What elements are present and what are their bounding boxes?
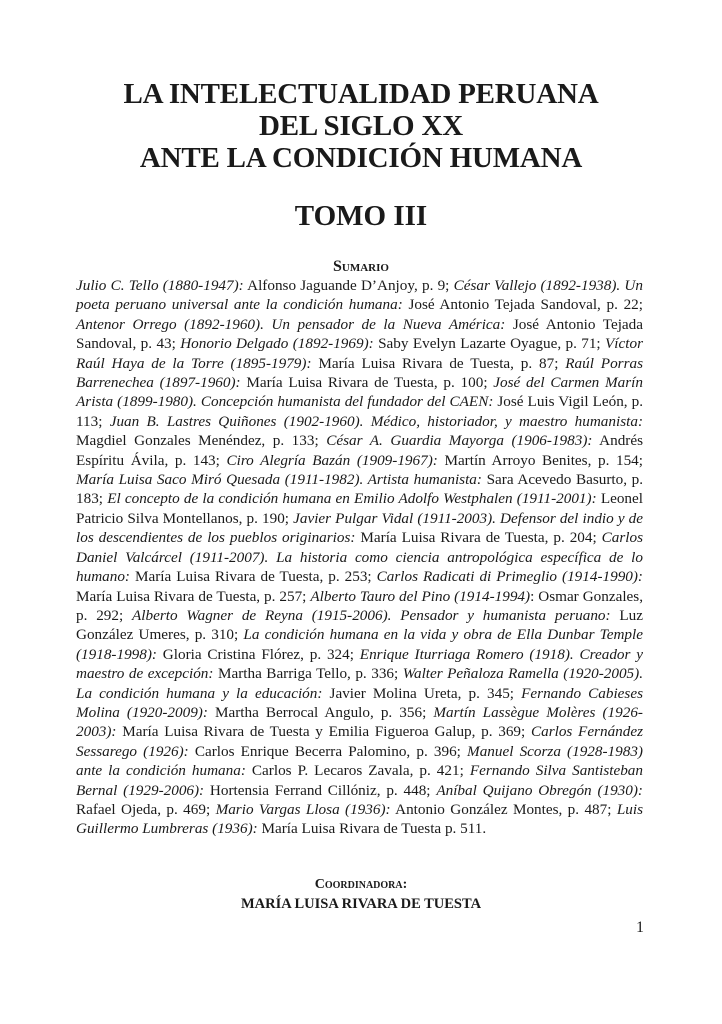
summary-entry-author: Martha Berrocal Angulo, p. 356;: [207, 703, 434, 721]
summary-entry-subject: Antenor Orrego (1892-1960). Un pensador de la Nueva América:: [76, 315, 506, 333]
summary-entry-author: Gloria Cristina Flórez, p. 324;: [156, 645, 360, 663]
summary-entry-subject: Aníbal Quijano Obregón (1930):: [436, 781, 643, 799]
summary-entry-subject: Martín Lassègue Molères (1926-2003):: [76, 703, 643, 741]
book-title: [60, 78, 662, 174]
summary-entry-author: María Luisa Rivara de Tuesta p. 511.: [257, 820, 487, 838]
book-title-line: ANTE LA CONDICIÓN HUMANA: [139, 142, 583, 174]
summary-entry-subject: César Vallejo (1892-1938). Un poeta peruano universal ante la condición humana:: [76, 277, 643, 314]
summary-entry-author: María Luisa Rivara de Tuesta, p. 100;: [240, 374, 494, 392]
summary-entry-author: Hortensia Ferrand Cillóniz, p. 448;: [204, 781, 437, 799]
summary-entry-author: María Luisa Rivara de Tuesta, p. 253;: [130, 568, 377, 586]
summary-entry-subject: El concepto de la condición humana en Emilio Adolfo Westphalen (1911-2001):: [107, 490, 597, 508]
summary-entry-author: María Luisa Rivara de Tuesta y Emilia Figueroa Galup, p. 369;: [116, 723, 531, 741]
summary-entry-subject: Carlos Daniel Valcárcel (1911-2007). La historia como ciencia antropológica específica de lo humano:: [76, 529, 643, 586]
summary-entry-author: María Luisa Rivara de Tuesta, p. 204;: [355, 529, 602, 547]
summary-entry-subject: Javier Pulgar Vidal (1911-2003). Defensor del indio y de los descendientes de los pueblos originarios:: [76, 509, 644, 547]
summary-entry-author: Carlos Enrique Becerra Palomino, p. 396;: [188, 742, 468, 760]
summary-entry-subject: Ciro Alegría Bazán (1909-1967):: [226, 451, 438, 469]
summary-entry-subject: Julio C. Tello (1880-1947):: [76, 277, 244, 294]
summary-entry-subject: César A. Guardia Mayorga (1906-1983):: [326, 432, 593, 450]
summary-entry-subject: Alberto Wagner de Reyna (1915-2006). Pensador y humanista peruano:: [132, 606, 611, 624]
summary-entry-subject: Enrique Iturriaga Romero (1918). Creador y maestro de excepción:: [76, 645, 643, 683]
book-title-line: DEL SIGLO XX: [259, 110, 463, 142]
summary-entry-author: Javier Molina Ureta, p. 345;: [322, 684, 522, 702]
summary-entry-subject: Carlos Radicati di Primeglio (1914-1990):: [376, 568, 643, 586]
summary-entry-author: : Osmar Gonzales, p. 292;: [76, 587, 643, 624]
summary-entry-author: María Luisa Rivara de Tuesta, p. 87;: [311, 354, 566, 372]
summary-entry-author: Leonel Patricio Silva Montellanos, p. 190;: [76, 490, 643, 527]
summary-entry-author: Rafael Ojeda, p. 469;: [76, 800, 216, 818]
summary-entry-author: Luz González Umeres, p. 310;: [76, 606, 643, 644]
summary-entry-author: Carlos P. Lecaros Zavala, p. 421;: [245, 762, 470, 780]
book-title-line: LA INTELECTUALIDAD PERUANA: [123, 78, 599, 110]
summary-entry-subject: Carlos Fernández Sessarego (1926):: [76, 723, 643, 760]
summary-entry-author: Martín Arroyo Benites, p. 154;: [437, 451, 643, 469]
summary-entry-subject: Víctor Raúl Haya de la Torre (1895-1979):: [76, 335, 643, 372]
summary-entry-author: José Antonio Tejada Sandoval, p. 22;: [402, 296, 643, 314]
summary-entry-author: Sara Acevedo Basurto, p. 183;: [76, 471, 643, 508]
summary-entry-author: María Luisa Rivara de Tuesta, p. 257;: [76, 587, 311, 605]
summary-entry-author: José Antonio Tejada Sandoval, p. 43;: [76, 315, 643, 353]
summary-entry-subject: Fernando Cabieses Molina (1920-2009):: [76, 684, 643, 721]
summary-contents: [76, 276, 643, 839]
summary-entry-author: Antonio González Montes, p. 487;: [390, 800, 617, 818]
coordinator-label: Coordinadora:: [314, 877, 408, 892]
summary-entry-subject: Fernando Silva Santisteban Bernal (1929-2006):: [76, 762, 643, 799]
summary-entry-author: Magdiel Gonzales Menéndez, p. 133;: [76, 432, 327, 450]
summary-entry-subject: María Luisa Saco Miró Quesada (1911-1982). Artista humanista:: [76, 471, 482, 489]
volume-heading: TOMO III: [294, 200, 428, 232]
summary-entry-subject: Raúl Porras Barrenechea (1897-1960):: [76, 354, 643, 392]
summary-entry-author: Alfonso Jaguande D’Anjoy, p. 9;: [243, 277, 454, 294]
summary-heading: Sumario: [333, 258, 389, 275]
summary-entry-subject: Alberto Tauro del Pino (1914-1994): [310, 587, 531, 605]
summary-entry-subject: Mario Vargas Llosa (1936):: [215, 800, 391, 818]
summary-entry-author: Andrés Espíritu Ávila, p. 143;: [76, 432, 643, 469]
page-number: 1: [636, 919, 644, 936]
summary-entry-author: Saby Evelyn Lazarte Oyague, p. 71;: [373, 335, 606, 353]
summary-entry-author: José Luis Vigil León, p. 113;: [76, 393, 643, 430]
summary-entry-subject: Juan B. Lastres Quiñones (1902-1960). Médico, historiador, y maestro humanista:: [109, 412, 644, 430]
summary-entry-subject: Walter Peñaloza Ramella (1920-2005). La condición humana y la educación:: [76, 665, 643, 702]
summary-entry-subject: José del Carmen Marín Arista (1899-1980). Concepción humanista del fundador del CAEN:: [76, 374, 643, 411]
summary-entry-author: Martha Barriga Tello, p. 336;: [213, 665, 403, 683]
summary-entry-subject: La condición humana en la vida y obra de Ella Dunbar Temple (1918-1998):: [76, 626, 643, 663]
summary-entry-subject: Manuel Scorza (1928-1983) ante la condición humana:: [76, 742, 643, 780]
coordinator-name: MARÍA LUISA RIVARA DE TUESTA: [240, 896, 482, 912]
summary-entry-subject: Luis Guillermo Lumbreras (1936):: [76, 800, 643, 838]
summary-entry-subject: Honorio Delgado (1892-1969):: [180, 335, 374, 353]
